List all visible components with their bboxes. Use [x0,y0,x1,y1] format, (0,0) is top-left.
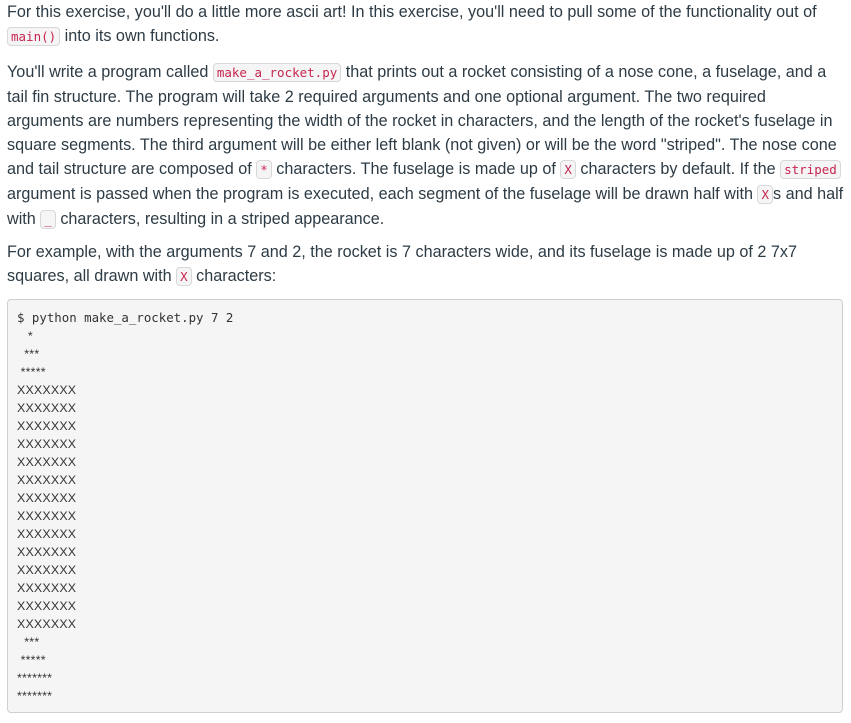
inline-code-underscore: _ [40,210,56,229]
description-text-4: characters by default. If the [575,160,781,178]
intro-text-1: For this exercise, you'll do a little more ascii art! In this exercise, you'll need to pull some of the functionality out of [7,3,817,21]
example-text-2: characters: [191,267,277,285]
inline-code-striped: striped [780,160,841,179]
inline-code-main: main() [7,27,60,46]
description-text-7: characters, resulting in a striped appearance. [55,210,385,228]
description-text-6: s and half with [7,185,844,228]
inline-code-x-2: X [757,185,773,204]
intro-text-2: into its own functions. [60,27,220,45]
inline-code-star: * [256,160,272,179]
code-block [7,299,843,713]
code-pre [8,300,842,705]
example-paragraph [7,240,845,289]
description-text-1: You'll write a program called [7,63,213,81]
inline-code-filename: make_a_rocket.py [213,63,341,82]
description-paragraph [7,60,845,232]
description-text-2: that prints out a rocket consisting of a nose cone, a fuselage, and a tail fin structure. The program will take 2 required arguments and one optional argument. The two required arguments are numbers representing the width of the rocket in characters, and the length of the rocket's fuselage in square segments. The third argument will be either left blank (not given) or will be the word "striped". The nose cone and tail structure are composed of [7,63,837,178]
example-text-1: For example, with the arguments 7 and 2, the rocket is 7 characters wide, and its fuselage is made up of 2 7x7 squares, all drawn with [7,243,798,285]
description-text-3: characters. The fuselage is made up of [271,160,561,178]
description-text-5: argument is passed when the program is executed, each segment of the fuselage will be drawn half with [7,185,758,203]
rocket-output: * *** ***** XXXXXXX XXXXXXX XXXXXXX XXXXXXX XXXXXXX XXXXXXX XXXXXXX XXXXXXX XXXXXXX XXXXXXX XXXXXXX XXXXXXX XXXXXXX XXXXXXX *** ***** ******* ******* [17,329,77,703]
intro-paragraph [7,0,845,49]
inline-code-x-example: X [176,267,192,286]
inline-code-x: X [560,160,576,179]
code-command: $ python make_a_rocket.py 7 2 [17,310,234,325]
